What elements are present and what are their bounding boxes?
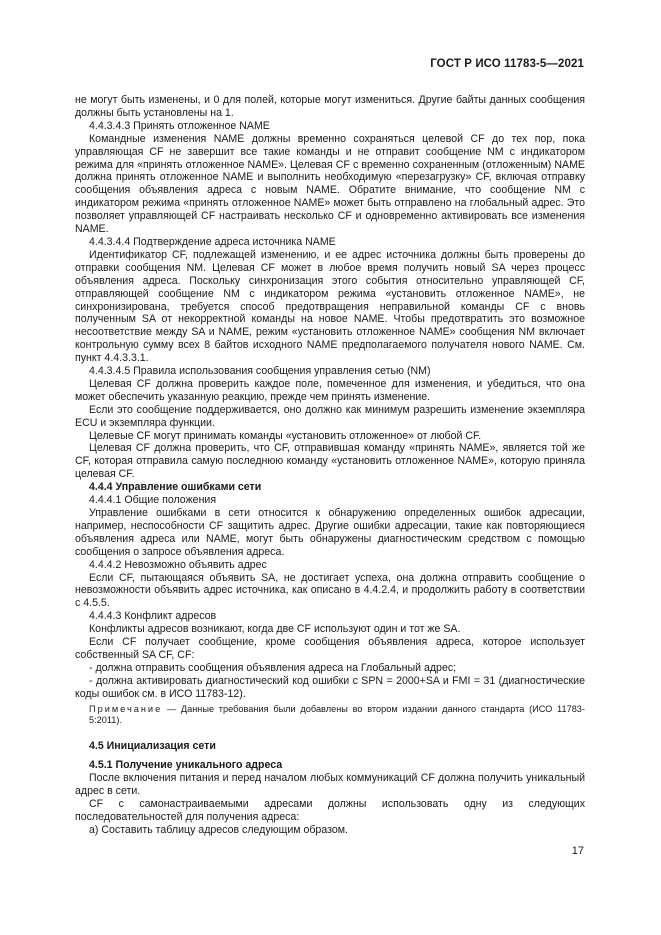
paragraph: Конфликты адресов возникают, когда две CF используют один и тот же SA. — [89, 623, 461, 636]
section-heading: 4.4.4 Управление ошибками сети — [89, 481, 262, 494]
clause-title: 4.4.4.2 Невозможно объявить адрес — [89, 558, 267, 571]
clause-title: 4.4.3.4.4 Подтверждение адреса источника NAME — [89, 235, 336, 248]
paragraph: После включения питания и перед началом любых коммуникаций CF должна получить уникальный адрес в сети. — [75, 772, 585, 798]
page-body — [75, 94, 585, 837]
paragraph: Командные изменения NAME должны временно сохраняться целевой CF до тех пор, пока управляющая CF не завершит все такие команды и не отправит сообщение NM с индикатором режима для «принять отложенное NAME». Целевая CF с временно сохраненным (отложенным) NAME должна принять отложенное NAME и выполнить необходимую «перезагрузку» CF, включая отправку сообщения объявления адреса с новым NAME. Обратите внимание, что сообщение NM с индикатором режима «принять отложенное NAME» может быть отправлено на глобальный адрес. Это позволяет управляющей CF настраивать несколько CF и одновременно активировать все изменения NAME. — [75, 132, 585, 236]
paragraph: Управление ошибками в сети относится к обнаружению определенных ошибок адресации, например, неспособности CF защитить адрес. Другие ошибки адресации, такие как повторяющиеся объявления адреса или NAME, могут быть обнаружены диагностическим средством с помощью сообщения о запросе объявления адреса. — [75, 507, 585, 558]
paragraph: CF с самонастраиваемыми адресами должны использовать одну из следующих последовательностей для получения адреса: — [75, 798, 585, 823]
list-item: - должна активировать диагностический код ошибки с SPN = 2000+SA и FMI = 31 (диагностические коды ошибок см. в ИСО 11783-12). — [75, 674, 585, 700]
clause-title: 4.4.4.1 Общие положения — [89, 494, 217, 507]
note-label: Примечание — [89, 703, 163, 714]
paragraph: Целевая CF должна проверить каждое поле, помеченное для изменения, и убедиться, что она может обеспечить указанную реакцию, прежде чем принять изменение. — [75, 377, 585, 403]
paragraph: Целевая CF должна проверить, что CF, отправившая команду «принять NAME», является той же CF, которая отправила самую последнюю команду «установить отложенное NAME», которую приняла целевая CF. — [75, 442, 585, 481]
page-number: 17 — [571, 845, 584, 857]
clause-title: 4.4.3.4.3 Принять отложенное NAME — [89, 119, 270, 132]
section-heading: 4.5 Инициализация сети — [89, 740, 216, 753]
paragraph: Целевые CF могут принимать команды «установить отложенное» от любой CF. — [89, 429, 482, 442]
paragraph: Если CF получает сообщение, кроме сообщения объявления адреса, которое использует собственный SA CF, CF: — [75, 636, 585, 661]
clause-title: 4.4.4.3 Конфликт адресов — [89, 610, 217, 623]
list-item: а) Составить таблицу адресов следующим образом. — [89, 823, 348, 836]
standard-header: ГОСТ Р ИСО 11783-5—2021 — [430, 58, 584, 70]
subsection-heading: 4.5.1 Получение уникального адреса — [89, 759, 283, 772]
paragraph: Если это сообщение поддерживается, оно должно как минимум разрешить изменение экземпляра ECU и экземпляра функции. — [75, 403, 585, 429]
paragraph: Идентификатор CF, подлежащей изменению, и ее адрес источника должны быть проверены до отправки сообщения NM. Целевая CF может в любое время получить новый SA через процесс объявления адреса. Поскольку синхронизация этого события относительно управляющей CF, отправляющей сообщение NM с индикатором режима «установить отложенное NAME», не синхронизирована, требуется способ предотвращения неправильной команды CF с вновь полученным SA от некорректной команды на новое NAME. Чтобы предотвратить это возможное несоответствие между SA и NAME, режим «установить отложенное NAME» сообщения NM включает контрольную сумму всех 8 байтов исходного NAME предполагаемого получателя нового NAME. См. пункт 4.4.3.3.1. — [75, 248, 585, 365]
note — [75, 704, 585, 727]
clause-title: 4.4.3.4.5 Правила использования сообщения управления сетью (NM) — [89, 365, 431, 378]
paragraph: не могут быть изменены, и 0 для полей, которые могут измениться. Другие байты данных сообщения должны быть установлены на 1. — [75, 94, 585, 119]
paragraph: Если CF, пытающаяся объявить SA, не достигает успеха, она должна отправить сообщение о невозможности объявить адрес источника, как описано в 4.4.2.4, и продолжить работу в соответствии с 4.5.5. — [75, 571, 585, 610]
list-item: - должна отправить сообщения объявления адреса на Глобальный адрес; — [89, 661, 457, 674]
note-text: — Данные требования были добавлены во втором издании данного стандарта (ИСО 11783-5:2011). — [89, 703, 585, 725]
